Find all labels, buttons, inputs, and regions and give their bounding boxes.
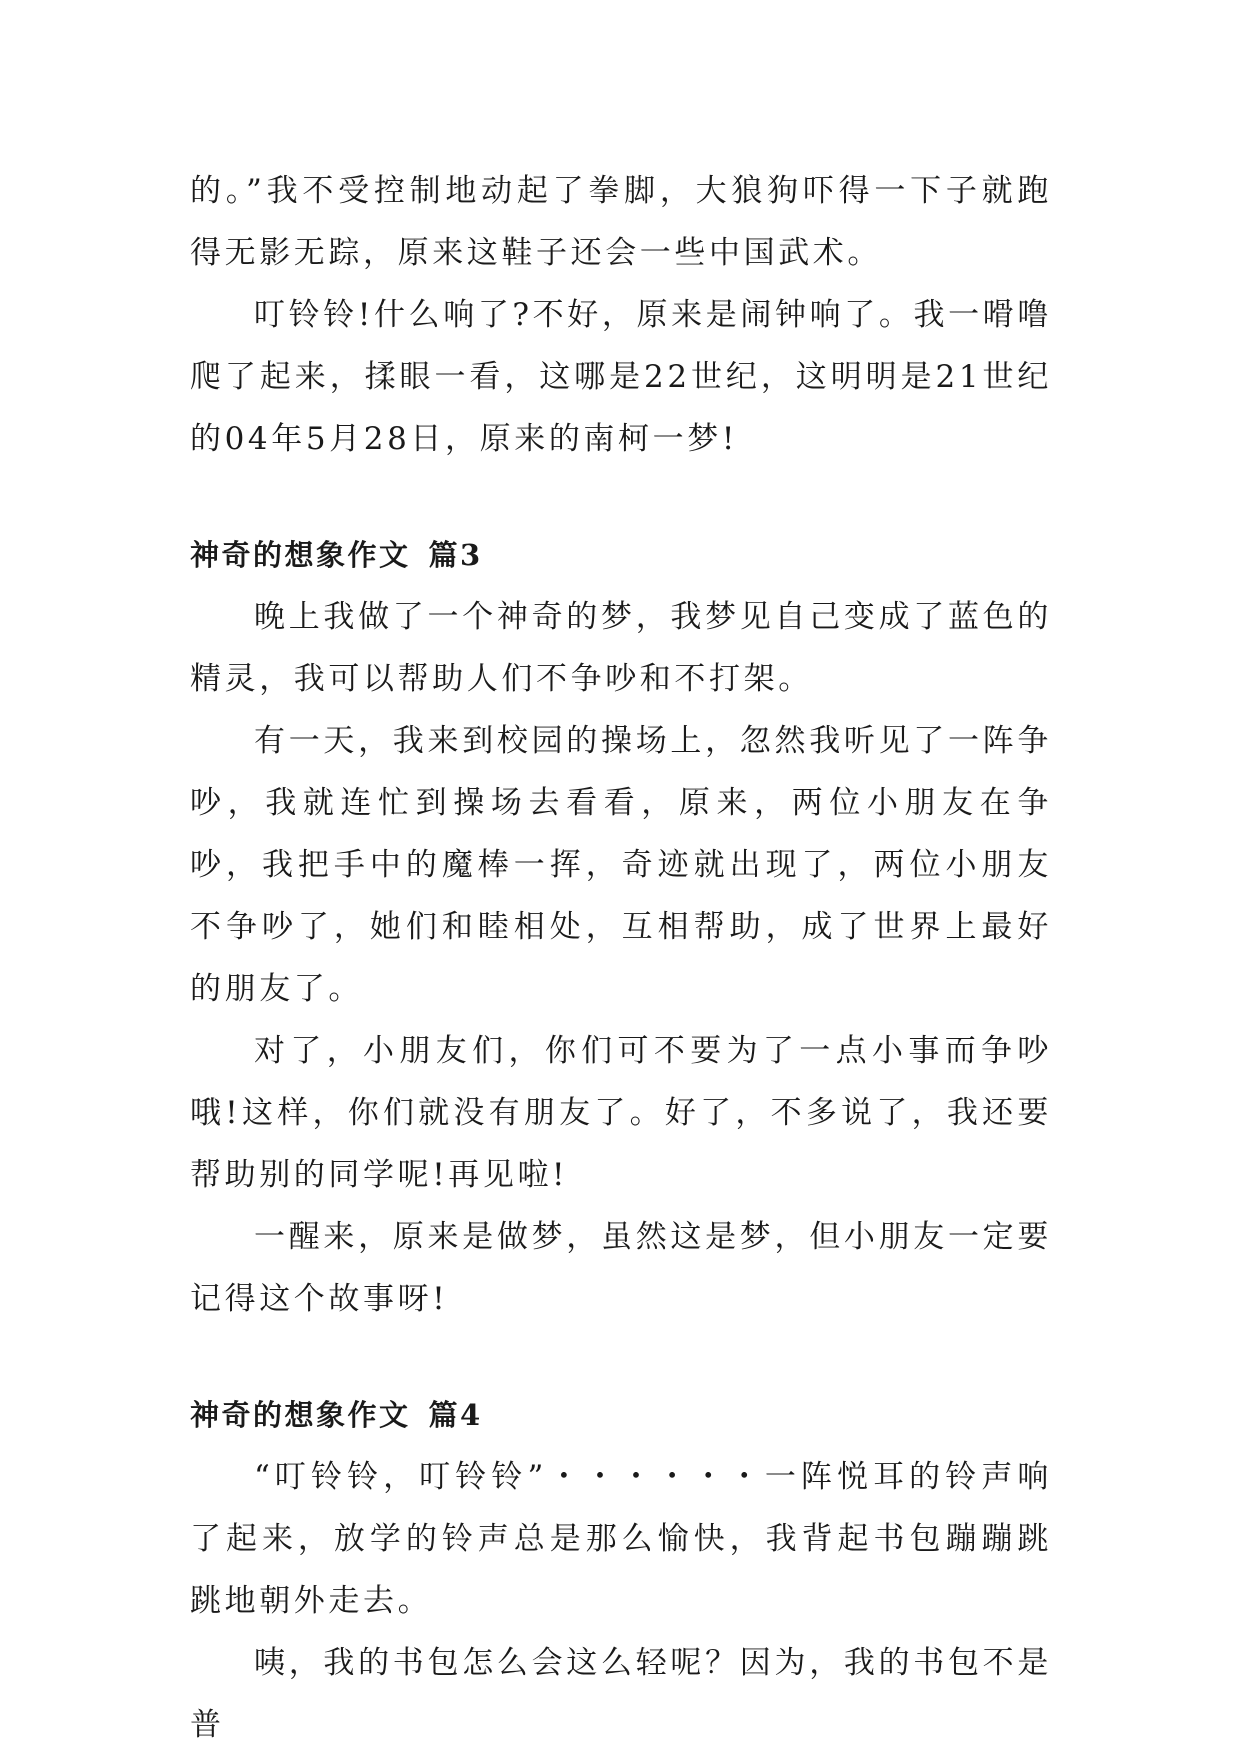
section-heading-4-title: 神奇的想象作文 bbox=[190, 1398, 411, 1432]
section-heading-3-number: 篇3 bbox=[428, 538, 483, 572]
document-body bbox=[190, 160, 1052, 1756]
paragraph-school-bell: “叮铃铃，叮铃铃”・・・・・・一阵悦耳的铃声响了起来，放学的铃声总是那么愉快，我背起书包蹦蹦跳跳地朝外走去。 bbox=[190, 1459, 1052, 1619]
section-heading-4 bbox=[190, 1384, 1052, 1446]
paragraph-story-continuation: 的。”我不受控制地动起了拳脚，大狼狗吓得一下子就跑得无影无踪，原来这鞋子还会一些中国武术。 bbox=[190, 173, 1052, 271]
paragraph-waking-up: 一醒来，原来是做梦，虽然这是梦，但小朋友一定要记得这个故事呀! bbox=[190, 1219, 1052, 1317]
paragraph-light-schoolbag: 咦，我的书包怎么会这么轻呢？因为，我的书包不是普 bbox=[190, 1645, 1052, 1743]
paragraph-blue-spirit-dream: 晚上我做了一个神奇的梦，我梦见自己变成了蓝色的精灵，我可以帮助人们不争吵和不打架。 bbox=[190, 599, 1052, 697]
section-heading-4-number: 篇4 bbox=[428, 1398, 483, 1432]
section-heading-3-title: 神奇的想象作文 bbox=[190, 538, 411, 572]
paragraph-advice-to-friends: 对了，小朋友们，你们可不要为了一点小事而争吵哦!这样，你们就没有朋友了。好了，不多说了，我还要帮助别的同学呢!再见啦! bbox=[190, 1033, 1052, 1193]
paragraph-alarm-clock: 叮铃铃!什么响了?不好，原来是闹钟响了。我一嗗噜爬了起来，揉眼一看，这哪是22世纪，这明明是21世纪的04年5月28日，原来的南柯一梦! bbox=[190, 297, 1052, 457]
section-heading-3 bbox=[190, 524, 1052, 586]
paragraph-playground-quarrel: 有一天，我来到校园的操场上，忽然我听见了一阵争吵，我就连忙到操场去看看，原来，两位小朋友在争吵，我把手中的魔棒一挥，奇迹就出现了，两位小朋友不争吵了，她们和睦相处，互相帮助，成了世界上最好的朋友了。 bbox=[190, 723, 1052, 1007]
